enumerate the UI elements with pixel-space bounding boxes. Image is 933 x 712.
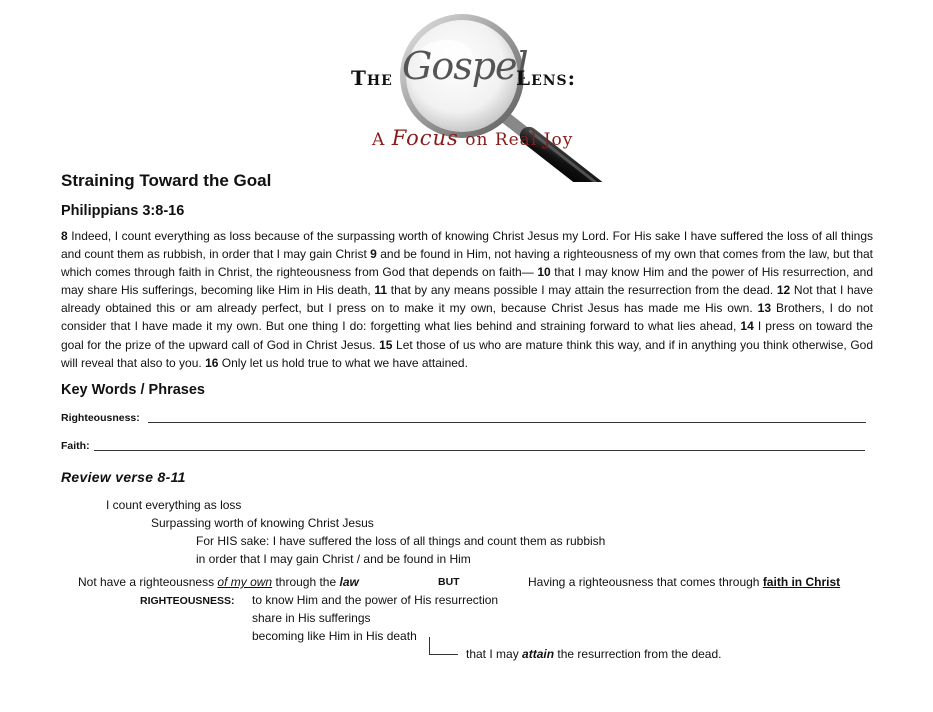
verse-text: I press on toward the goal for the prize of the upward call of God in Christ Jesus. xyxy=(61,319,873,352)
review-line-7: share in His sufferings xyxy=(252,611,371,625)
verse-text: Indeed, I count everything as loss because of the surpassing worth of knowing Christ Jesus my Lord. For His sake I have suffered the loss of all things and count them as rubbish, in order that I may gain Christ xyxy=(61,229,873,262)
righteousness-review-label: RIGHTEOUSNESS: xyxy=(140,595,235,607)
text: Having a righteousness that comes through xyxy=(528,575,763,589)
page-title: Straining Toward the Goal xyxy=(61,171,272,190)
review-line-9 xyxy=(466,647,721,661)
verse-number: 8 xyxy=(61,229,68,243)
tagline-a: A xyxy=(372,130,386,150)
review-line-8: becoming like Him in His death xyxy=(252,629,417,643)
verse-number: 12 xyxy=(776,283,791,298)
review-line-5-faith xyxy=(528,575,840,589)
text-attain: attain xyxy=(522,647,555,661)
faith-label: Faith: xyxy=(61,440,90,452)
text-of-my-own: of my own xyxy=(217,575,273,589)
review-line-5-own xyxy=(78,575,359,589)
scripture-passage xyxy=(61,227,873,372)
text: Not have a righteousness xyxy=(78,575,218,589)
but-label: BUT xyxy=(438,576,460,588)
tagline-focus: Focus xyxy=(391,126,459,150)
review-line-4: in order that I may gain Christ / and be found in Him xyxy=(196,552,471,566)
verse-text: Not that I have already obtained this or am already perfect, but I press on to make it my own, because Christ Jesus has made me His own. xyxy=(61,283,873,316)
passage-reference: Philippians 3:8-16 xyxy=(61,203,185,219)
verse-number: 10 xyxy=(537,265,551,280)
key-words-heading: Key Words / Phrases xyxy=(61,382,205,398)
verse-number: 15 xyxy=(379,337,393,352)
verse-text: and be found in Him, not having a righteousness of my own that comes from the law, but that which comes through faith in Christ, the righteousness from God that depends on faith— xyxy=(61,247,874,280)
logo-word-the: The xyxy=(351,66,393,90)
verse-text: that by any means possible I may attain the resurrection from the dead. xyxy=(387,283,777,298)
verse-number: 11 xyxy=(374,283,388,298)
logo-tagline xyxy=(372,126,573,150)
logo-word-gospel: Gospel xyxy=(402,44,528,88)
text-faith-in-christ: faith in Christ xyxy=(762,575,841,589)
text: that I may xyxy=(466,647,523,661)
verse-number: 13 xyxy=(757,301,771,316)
logo-word-lens: Lens: xyxy=(516,66,577,90)
text: the resurrection from the dead. xyxy=(554,647,722,661)
review-line-2: Surpassing worth of knowing Christ Jesus xyxy=(151,516,374,530)
verse-number: 14 xyxy=(740,319,754,334)
text-law: law xyxy=(339,575,359,589)
verse-number: 16 xyxy=(205,355,219,370)
gospel-lens-logo xyxy=(340,8,650,168)
verse-text: Only let us hold true to what we have attained. xyxy=(218,355,468,370)
review-line-3: For HIS sake: I have suffered the loss of all things and count them as rubbish xyxy=(196,534,606,548)
review-line-6: to know Him and the power of His resurrection xyxy=(252,593,499,607)
verse-text: Let those of us who are mature think this way, and if in anything you think otherwise, God will reveal that also to you. xyxy=(61,337,874,370)
righteousness-answer-line[interactable] xyxy=(148,422,866,423)
tagline-rest: on Real Joy xyxy=(465,130,574,150)
text: through the xyxy=(272,575,340,589)
righteousness-label: Righteousness: xyxy=(61,412,140,424)
connector-bracket xyxy=(429,637,458,655)
verse-text: that I may know Him and the power of His resurrection, and may share His sufferings, becoming like Him in His death, xyxy=(61,265,873,298)
faith-answer-line[interactable] xyxy=(94,450,865,451)
verse-text: Brothers, I do not consider that I have made it my own. But one thing I do: forgetting what lies behind and straining forward to what lies ahead, xyxy=(61,301,873,334)
review-line-1: I count everything as loss xyxy=(106,498,242,512)
review-heading: Review verse 8-11 xyxy=(61,469,186,485)
verse-number: 9 xyxy=(370,247,377,262)
